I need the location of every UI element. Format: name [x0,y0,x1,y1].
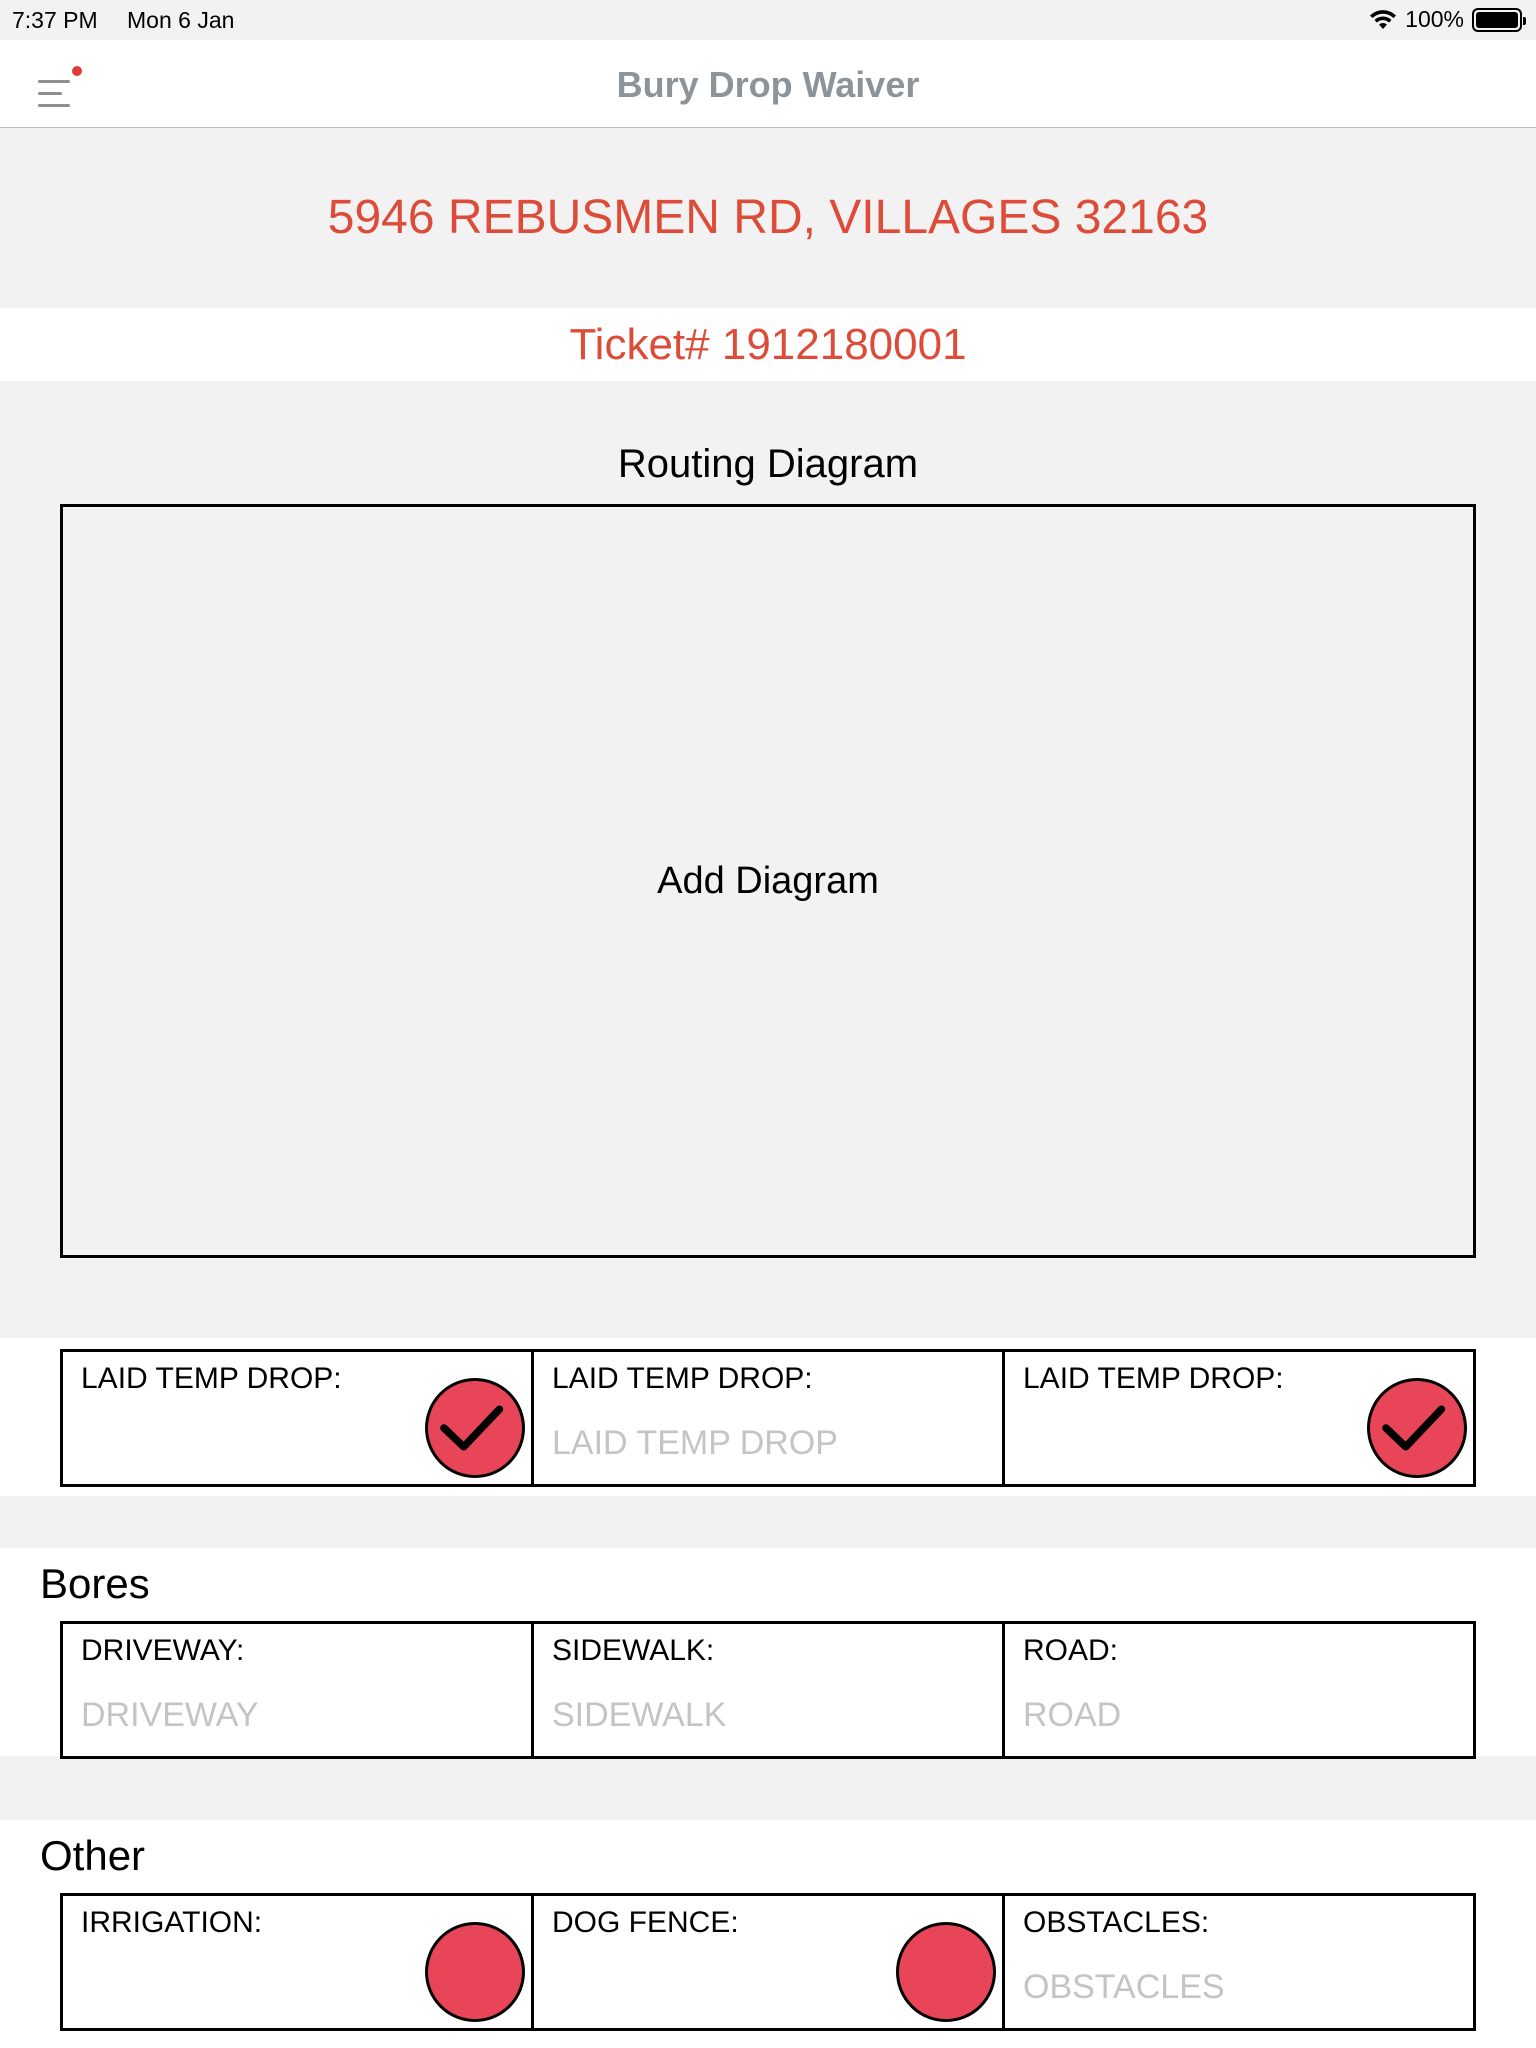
temp-drop-toggle-1[interactable] [425,1378,525,1478]
sidewalk-label: SIDEWALK: [552,1634,715,1667]
sidewalk-input[interactable] [552,1696,952,1735]
sidewalk-cell [531,1624,1002,1756]
temp-drop-grid [60,1349,1476,1487]
bores-grid [60,1621,1476,1759]
obstacles-cell [1002,1896,1473,2028]
obstacles-label: OBSTACLES: [1023,1906,1210,1939]
dog-fence-toggle[interactable] [896,1922,996,2022]
other-grid [60,1893,1476,2031]
driveway-cell [63,1624,531,1756]
other-title: Other [40,1832,146,1879]
ticket-number: Ticket# 1912180001 [569,320,967,369]
dog-fence-cell [531,1896,1002,2028]
wifi-icon [1369,9,1397,31]
temp-drop-toggle-3[interactable] [1367,1378,1467,1478]
obstacles-input[interactable] [1023,1968,1423,2007]
bores-title: Bores [40,1560,150,1607]
ticket-band [0,308,1536,381]
temp-drop-cell-3 [1002,1352,1473,1484]
battery-icon [1472,8,1522,32]
irrigation-toggle[interactable] [425,1922,525,2022]
status-date: Mon 6 Jan [127,7,235,33]
address-heading: 5946 REBUSMEN RD, VILLAGES 32163 [327,191,1209,244]
nav-bar [0,40,1536,128]
status-right [1369,6,1522,33]
temp-drop-input[interactable] [552,1424,952,1463]
temp-drop-label: LAID TEMP DROP: [552,1362,813,1395]
irrigation-label: IRRIGATION: [81,1906,263,1939]
status-bar [0,0,1536,40]
temp-drop-cell-2 [531,1352,1002,1484]
checkmark-icon [428,1381,522,1475]
checkmark-icon [1370,1381,1464,1475]
status-time: 7:37 PM [12,7,98,33]
driveway-label: DRIVEWAY: [81,1634,245,1667]
add-diagram-area[interactable] [60,504,1476,1258]
temp-drop-label: LAID TEMP DROP: [81,1362,342,1395]
page-title: Bury Drop Waiver [616,64,920,105]
temp-drop-label: LAID TEMP DROP: [1023,1362,1284,1395]
add-diagram-label: Add Diagram [657,859,879,902]
driveway-input[interactable] [81,1696,481,1735]
road-cell [1002,1624,1473,1756]
temp-drop-cell-1 [63,1352,531,1484]
dog-fence-label: DOG FENCE: [552,1906,739,1939]
battery-percent: 100% [1405,6,1464,32]
routing-diagram-title: Routing Diagram [617,442,919,486]
road-input[interactable] [1023,1696,1423,1735]
irrigation-cell [63,1896,531,2028]
road-label: ROAD: [1023,1634,1119,1667]
